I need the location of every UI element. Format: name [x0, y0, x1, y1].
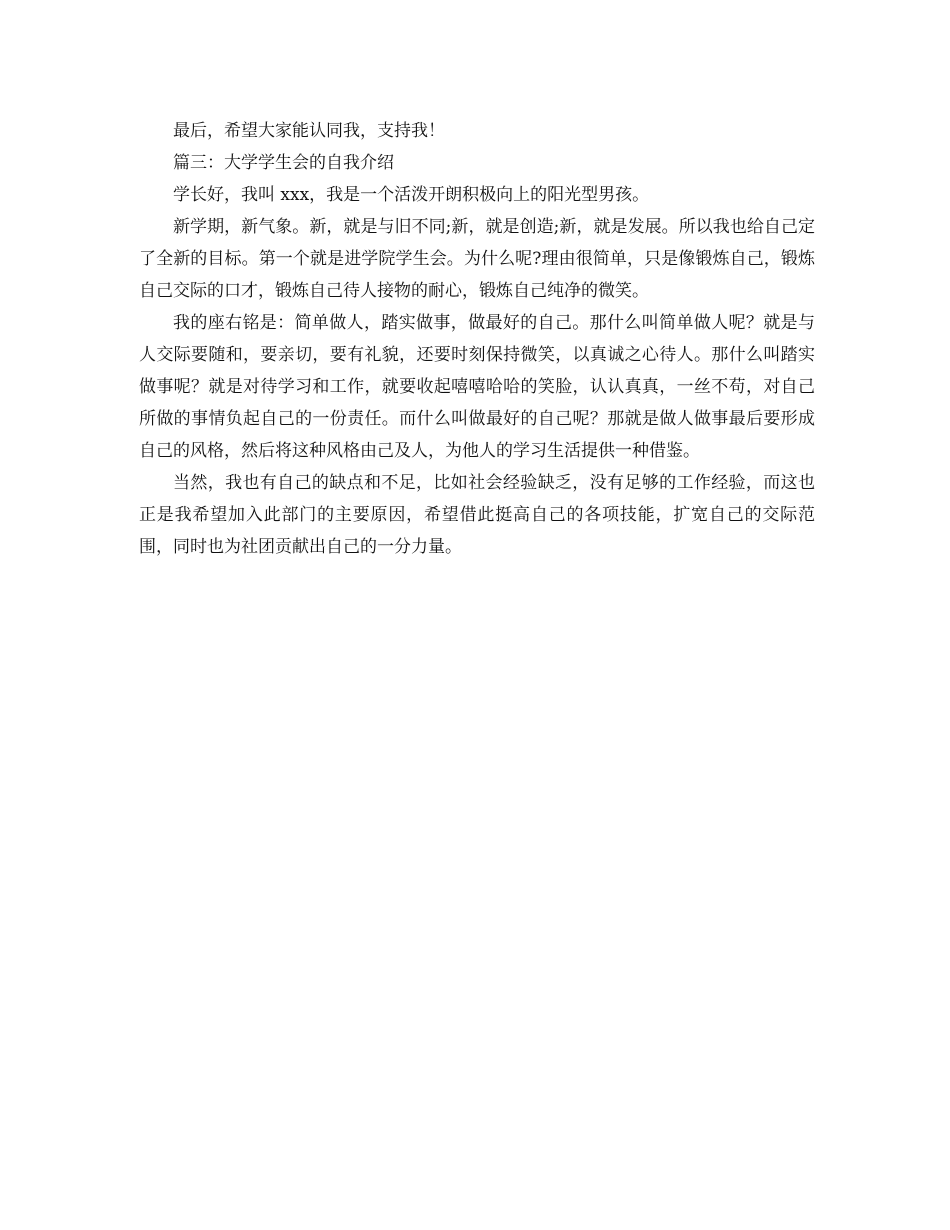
paragraph-shortcomings: 当然，我也有自己的缺点和不足，比如社会经验缺乏，没有足够的工作经验，而这也正是我希望加入此部门的主要原因，希望借此挺高自己的各项技能，扩宽自己的交际范围，同时也为社团贡献出自己的一分力量。 — [139, 473, 815, 557]
paragraph-motto: 我的座右铭是：简单做人，踏实做事，做最好的自己。那什么叫简单做人呢？就是与人交际要随和，要亲切，要有礼貌，还要时刻保持微笑，以真诚之心待人。那什么叫踏实做事呢？就是对待学习和工作，就要收起嘻嘻哈哈的笑脸，认认真真，一丝不苟，对自己所做的事情负起自己的一份责任。而什么叫做最好的自己呢？那就是做人做事最后要形成自己的风格，然后将这种风格由己及人，为他人的学习生活提供一种借鉴。 — [139, 313, 815, 461]
section-title: 篇三：大学学生会的自我介绍 — [173, 153, 394, 173]
greeting-line: 学长好，我叫 xxx，我是一个活泼开朗积极向上的阳光型男孩。 — [173, 185, 650, 205]
document-body — [139, 115, 815, 563]
paragraph-new-semester: 新学期，新气象。新，就是与旧不同;新，就是创造;新，就是发展。所以我也给自己定了全新的目标。第一个就是进学院学生会。为什么呢?理由很简单，只是像锻炼自己，锻炼自己交际的口才，锻炼自己待人接物的耐心，锻炼自己纯净的微笑。 — [139, 217, 815, 301]
closing-line: 最后，希望大家能认同我，支持我！ — [173, 121, 445, 141]
